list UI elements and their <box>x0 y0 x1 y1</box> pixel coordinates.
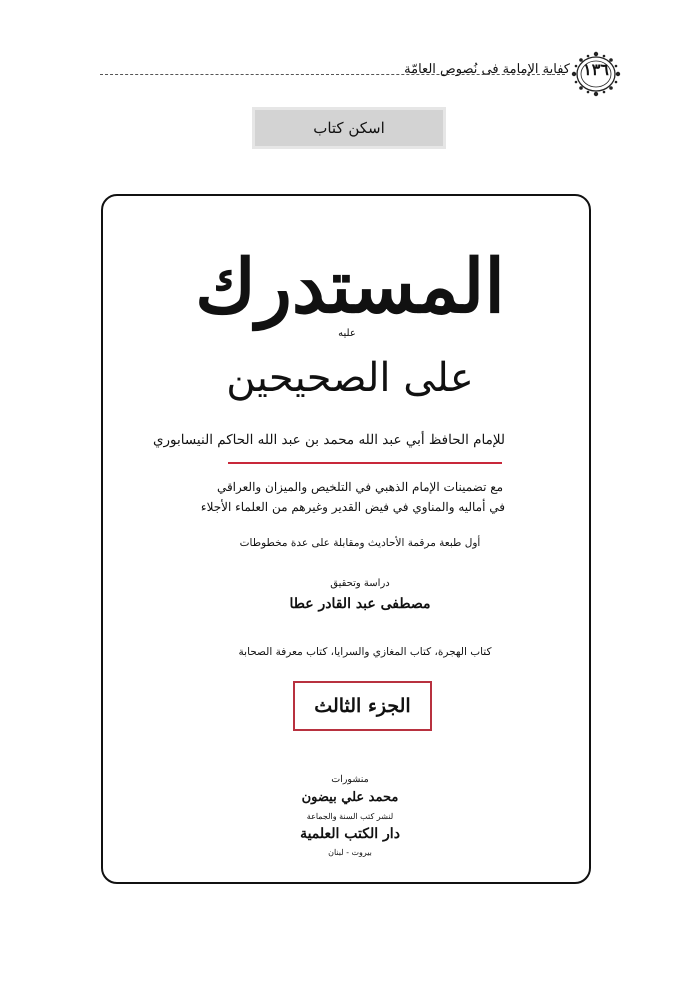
publisher-label: منشورات <box>331 774 369 785</box>
notes-line-1: مع تضمينات الإمام الذهبي في التلخيص والميزان والعراقي <box>216 480 504 494</box>
publisher-note: لنشر كتب السنة والجماعة <box>306 812 394 821</box>
title-mark: عليه <box>338 328 356 339</box>
book-title: المستدرك <box>195 244 505 330</box>
contents-line: كتاب الهجرة، كتاب المغازي والسرايا، كتاب معرفة الصحابة <box>238 646 492 658</box>
scan-banner: اسكن كتاب <box>255 110 443 146</box>
book-subtitle: على الصحيحين <box>226 355 474 401</box>
header-title: كفاية الإمامة فى نُصوص العامّة <box>404 62 570 77</box>
notes-line-2: في أماليه والمناوي في فيض القدير وغيرهم من العلماء الأجلاء <box>200 500 505 514</box>
red-divider <box>228 462 502 464</box>
author-line: للإمام الحافظ أبي عبد الله محمد بن عبد الله الحاكم النيسابوري <box>152 432 505 448</box>
edition-line: أول طبعة مرقمة الأحاديث ومقابلة على عدة مخطوطات <box>239 537 481 549</box>
page-number: ١٣٦ <box>583 60 609 79</box>
publisher-city: بيروت - لبنان <box>328 848 372 857</box>
volume-box <box>293 681 432 731</box>
publisher-house: دار الكتب العلمية <box>300 826 400 842</box>
volume-label: الجزء الثالث <box>314 695 411 717</box>
study-label: دراسة وتحقيق <box>330 578 390 589</box>
running-header <box>0 0 700 110</box>
editor-name: مصطفى عبد القادر عطا <box>289 596 431 612</box>
publisher-name: محمد علي بيضون <box>301 790 399 805</box>
header-dotted-rule <box>100 74 565 75</box>
